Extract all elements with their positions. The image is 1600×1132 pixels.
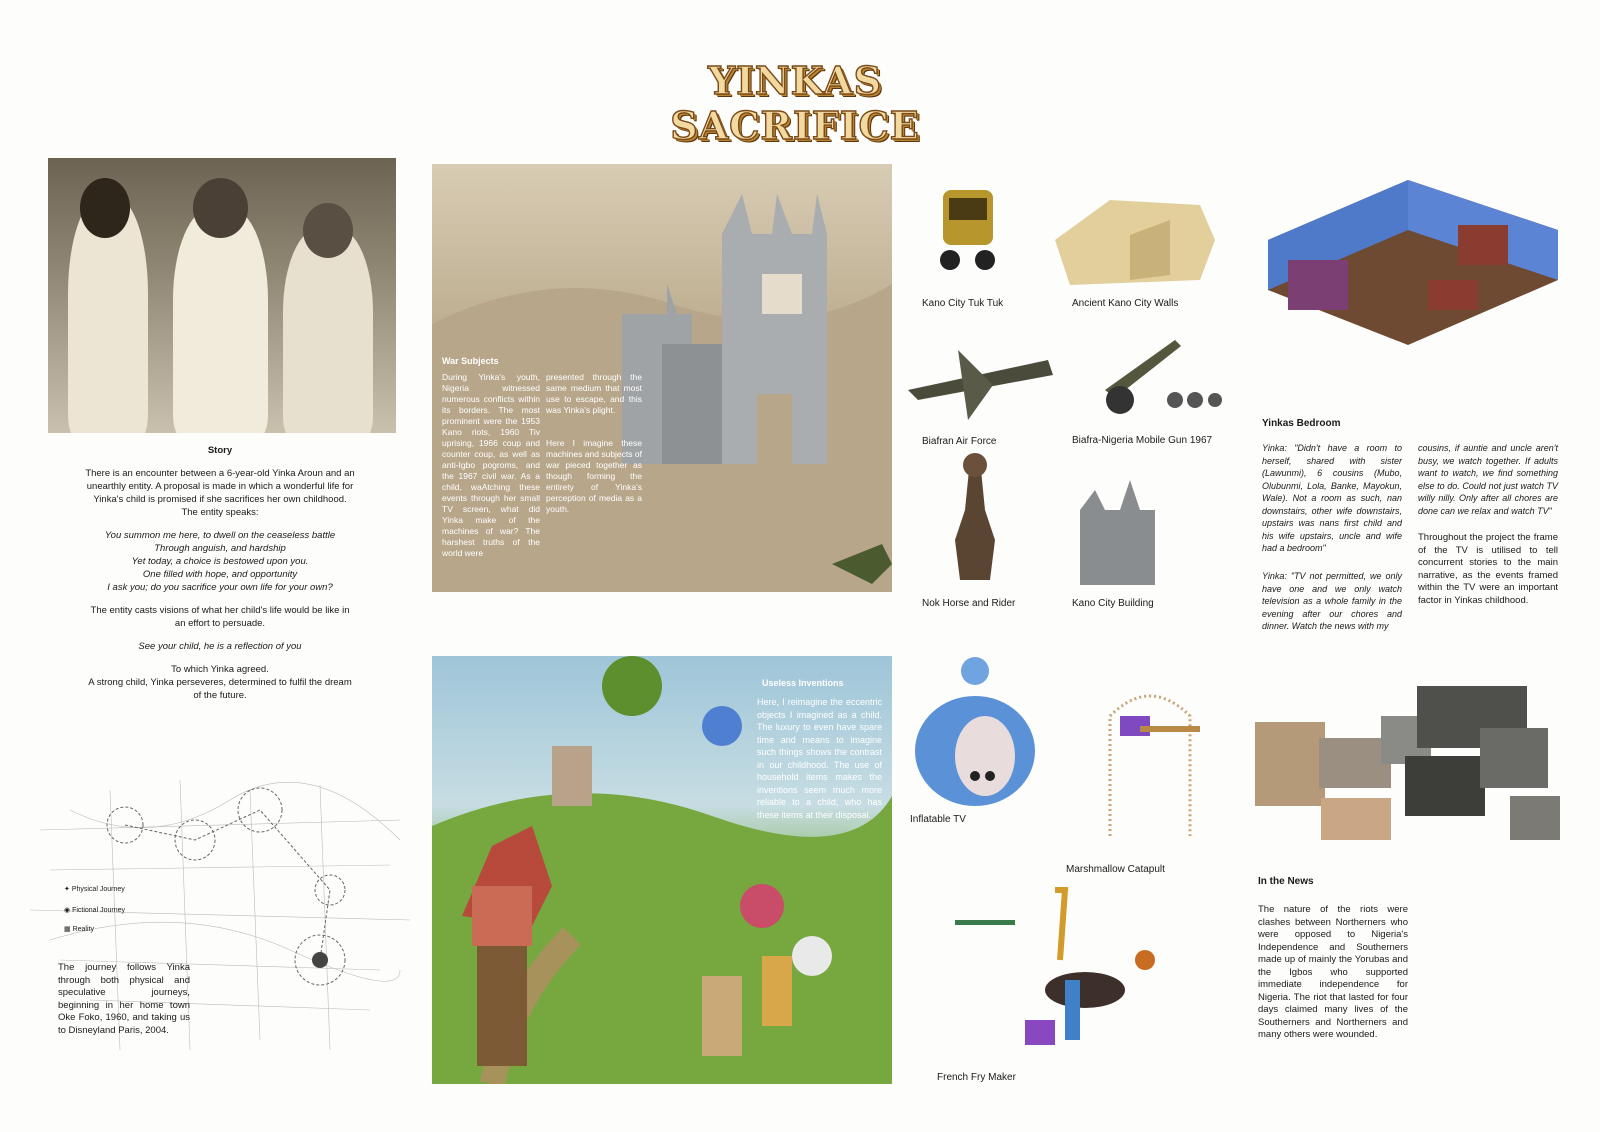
story-paragraph-5: A strong child, Yinka perseveres, determined to fulfil the dream of the future. [88, 677, 352, 701]
news-photo [1255, 722, 1325, 806]
news-collage [1255, 686, 1565, 846]
poem-line: One filled with hope, and opportunity [142, 569, 298, 580]
poem-line: You summon me here, to dwell on the ceaseless battle [104, 530, 336, 541]
story-paragraph-1: There is an encounter between a 6-year-old Yinka Aroun and an unearthly entity. A proposal is made in which a wonderful life for Yinka's child is promised if she sacrifices her own childhood. The entity speaks: [85, 468, 355, 518]
fry-maker-label: French Fry Maker [937, 1072, 1016, 1083]
journey-map [30, 770, 410, 1060]
poem-line: I ask you; do you sacrifice your own life for your own? [107, 582, 333, 593]
story-heading: Story [207, 445, 233, 456]
aircraft-label: Biafran Air Force [922, 436, 997, 447]
useless-inventions-render [432, 656, 892, 1084]
news-photo [1321, 798, 1391, 840]
news-photo [1510, 796, 1560, 840]
useless-text: Here, I reimagine the eccentric objects I imagined as a child. The luxury to even have spare time and means to imagine such things shows the contrast in our childhood. The use of household items makes the inventions seem much more reliable to a child, who has these items at their disposal. [757, 697, 882, 820]
poem-line: Yet today, a choice is bestowed upon you. [131, 556, 309, 567]
war-heading: War Subjects [442, 356, 499, 366]
news-photo [1405, 756, 1485, 816]
nok-rider-label: Nok Horse and Rider [922, 598, 1016, 609]
mobile-gun-label: Biafra-Nigeria Mobile Gun 1967 [1072, 435, 1213, 446]
eye-icon: ◉ [64, 907, 73, 914]
war-column-1: During Yinka's youth, Nigeria witnessed numerous conflicts within its borders. The most prominent were the 1953 Kano riots, 1960 Tiv uprising, 1966 coup and counter coup, as well as anti-Igbo pogroms, and the 1967 civil war. As a child, waAtching these events through her small TV screen, what did Yinka make of the machines of war? The harshest truths of the world were [442, 372, 540, 558]
war-column-2b: Here I imagine these machines and subjects of war pieced together as though forming the entirety of Yinka's perception of media as a youth. [546, 438, 642, 514]
story-section [85, 444, 355, 702]
aircraft-model [898, 340, 1063, 430]
bedroom-quote-3: cousins, if auntie and uncle aren't busy, we watch together. If adults want to watch, we find something else to do. Could not just watch TV willy nilly. Only after all chores are done can we relax and watch TV" [1418, 443, 1558, 516]
family-photograph [48, 158, 396, 433]
inflatable-tv-label: Inflatable TV [910, 814, 966, 825]
war-column-2a: presented through the same medium that most use to escape, and this was Yinka's plight. [546, 372, 642, 415]
walk-icon: ✦ [64, 886, 72, 893]
catapult-label: Marshmallow Catapult [1066, 864, 1165, 875]
poem-line: Through anguish, and hardship [154, 543, 286, 554]
kano-building-label: Kano City Building [1072, 598, 1154, 609]
story-paragraph-4: To which Yinka agreed. [171, 664, 269, 675]
legend-reality: ▦ Reality [64, 926, 94, 933]
tuk-tuk-model [935, 180, 1000, 280]
legend-fictional: ◉ Fictional Journey [64, 907, 125, 914]
catapult-model [1090, 676, 1220, 846]
bedroom-model [1258, 170, 1563, 350]
mobile-gun-model [1075, 320, 1225, 420]
kano-building-model [1075, 470, 1160, 590]
bedroom-quote-2: Yinka: "TV not permitted, we only have one and we only watch television as a whole family in the evening after our chores and dinner. Watch the news with my [1262, 571, 1402, 631]
grid-icon: ▦ [64, 926, 73, 933]
legend-physical: ✦ Physical Journey [64, 886, 125, 893]
useless-heading: Useless Inventions [762, 678, 844, 688]
bedroom-heading: Yinkas Bedroom [1262, 418, 1341, 429]
news-photo [1480, 728, 1548, 788]
poster-title: YINKAS SACRIFICE [670, 58, 920, 148]
news-heading: In the News [1258, 876, 1314, 887]
inflatable-tv-model [905, 656, 1045, 806]
fry-maker-model [935, 880, 1165, 1070]
nok-rider-model [940, 450, 1010, 590]
story-paragraph-3: See your child, he is a reflection of you [138, 641, 302, 652]
war-subjects-render [432, 164, 892, 592]
kano-walls-label: Ancient Kano City Walls [1072, 298, 1179, 309]
journey-text: The journey follows Yinka through both physical and speculative journeys, beginning in her home town Oke Foko, 1960, and taking us to Disneyland Paris, 2004. [58, 962, 190, 1036]
news-text: The nature of the riots were clashes between Northerners who were opposed to Nigeria's Independence and Southerners made up of mainly the Yorubas and the Igbos who supported immediate independence for Nigeria. The riot that lasted for four days claimed many lives of the Southerners and Northerners and many others were wounded. [1258, 904, 1408, 1040]
bedroom-paragraph: Throughout the project the frame of the TV is utilised to tell concurrent stories to the main narrative, as the events framed within the TV were an important factor in Yinkas childhood. [1418, 532, 1558, 606]
tuk-tuk-label: Kano City Tuk Tuk [922, 298, 1004, 309]
bedroom-quote-1: Yinka: "Didn't have a room to herself, shared with sister (Lawunmi), 6 cousins (Mubo, Olubunmi, Lola, Banke, Mayokun, Wale). Not a room as such, nan downstairs, other wife downstairs, upstairs was nans first child and his wife upstairs, uncle and wife had a bedroom" [1262, 443, 1402, 553]
story-paragraph-2: The entity casts visions of what her child's life would be like in an effort to persuade. [90, 605, 350, 629]
kano-walls-model [1050, 180, 1220, 290]
